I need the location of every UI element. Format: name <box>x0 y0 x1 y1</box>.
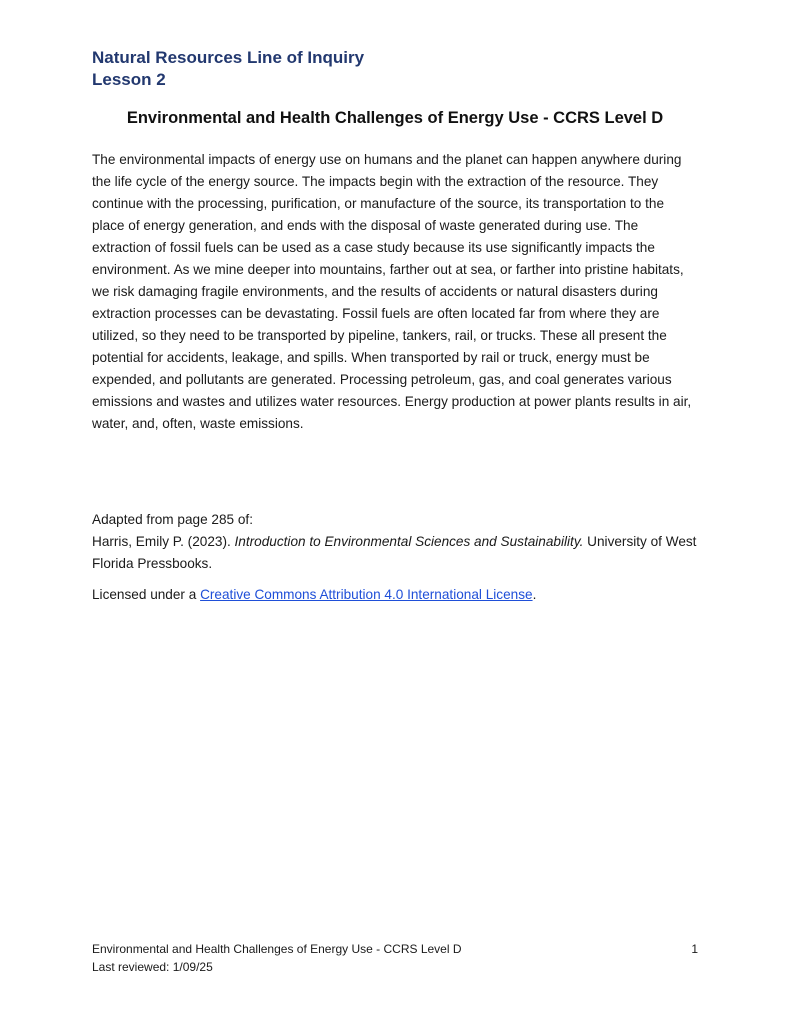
citation-author: Harris, Emily P. (2023). <box>92 534 235 549</box>
citation-publisher: University of West Florida Pressbooks. <box>92 534 697 571</box>
page-number: 1 <box>691 942 698 956</box>
license-prefix: Licensed under a <box>92 587 201 602</box>
footer-document-name: Environmental and Health Challenges of Energy Use - CCRS Level D <box>92 942 462 956</box>
lesson-heading: Lesson 2 <box>92 70 166 89</box>
license-suffix: . <box>532 587 537 602</box>
license-line <box>92 584 700 606</box>
document-title: Environmental and Health Challenges of Energy Use - CCRS Level D <box>126 109 664 127</box>
line-of-inquiry-heading: Natural Resources Line of Inquiry <box>92 48 365 67</box>
body-paragraph: The environmental impacts of energy use on humans and the planet can happen anywhere during the life cycle of the energy source. The impacts begin with the extraction of the resource. They continue with the processing, purification, or manufacture of the source, its transportation to the place of energy generation, and ends with the disposal of waste generated during use. The extraction of fossil fuels can be used as a case study because its use significantly impacts the environment. As we mine deeper into mountains, farther out at sea, or farther into pristine habitats, we risk damaging fragile environments, and the results of accidents or natural disasters during extraction processes can be devastating. Fossil fuels are often located far from where they are utilized, so they need to be transported by pipeline, tankers, rail, or trucks. These all present the potential for accidents, leakage, and spills. When transported by rail or truck, energy must be expended, and pollutants are generated. Processing petroleum, gas, and coal generates various emissions and wastes and utilizes water resources. Energy production at power plants results in air, water, and, often, waste emissions. <box>92 152 692 431</box>
attribution-section <box>92 509 700 606</box>
license-link[interactable]: Creative Commons Attribution 4.0 International License <box>200 587 533 602</box>
adapted-from-line: Adapted from page 285 of: <box>92 512 253 527</box>
citation-book-title: Introduction to Environmental Sciences and Sustainability. <box>234 534 584 549</box>
last-reviewed-date: Last reviewed: 1/09/25 <box>92 960 213 974</box>
lesson-header <box>92 47 364 91</box>
page-footer <box>92 940 698 976</box>
citation <box>92 531 700 575</box>
